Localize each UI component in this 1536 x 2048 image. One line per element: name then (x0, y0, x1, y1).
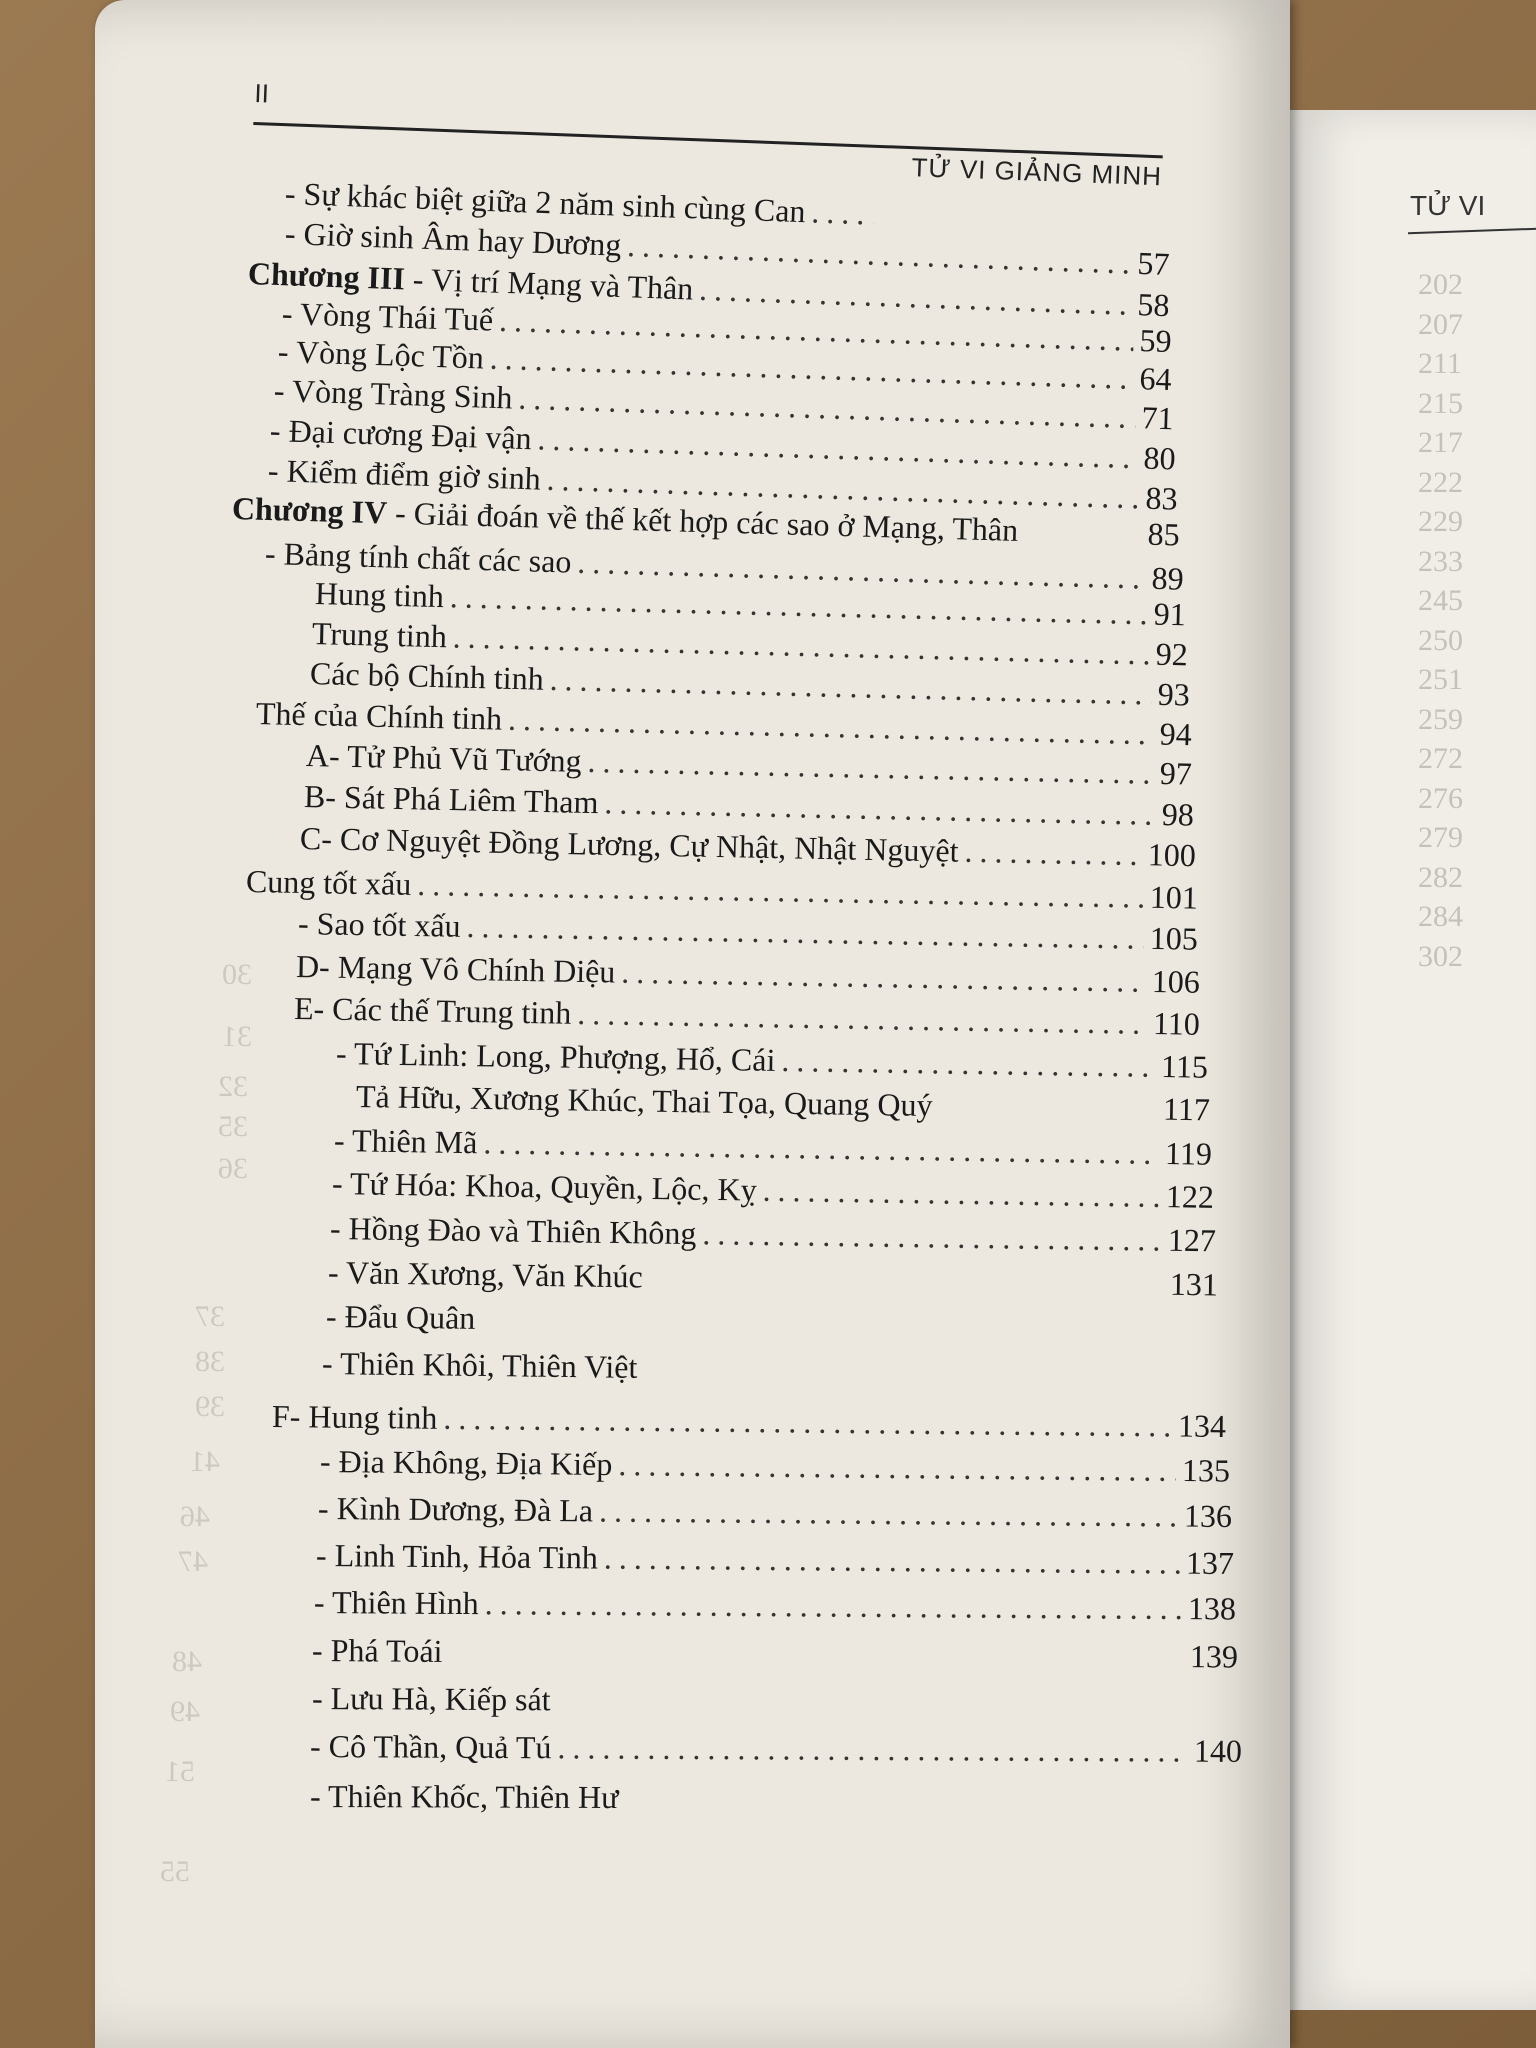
facing-page-number: 250 (1418, 623, 1463, 657)
toc-entry-text: - Tứ Hóa: Khoa, Quyền, Lộc, Kỵ (331, 1165, 757, 1208)
toc-entry-label (281, 295, 493, 339)
toc-entry (318, 1490, 1232, 1535)
leader-dots (625, 1808, 1238, 1810)
toc-entry (334, 1122, 1212, 1173)
toc-entry-text: - Cô Thần, Quả Tú (309, 1728, 552, 1766)
toc-entry-label (328, 1254, 643, 1295)
facing-page-number: 222 (1418, 465, 1463, 499)
toc-entry-label (272, 1398, 438, 1437)
toc-entry-text: - Sự khác biệt giữa 2 năm sinh cùng Can (284, 175, 807, 230)
toc-entry-text: - Giải đoán về thế kết hợp các sao ở Mạng, Thân (386, 494, 1019, 548)
toc-entry-page: 136 (1183, 1497, 1233, 1534)
toc-entry-label (356, 1078, 933, 1124)
toc-entry-label (310, 1778, 619, 1816)
facing-page-number: 229 (1418, 505, 1463, 538)
toc-entry-page: 101 (1149, 878, 1199, 916)
facing-page-number: 282 (1418, 860, 1463, 894)
toc-entry-label (310, 1728, 552, 1766)
toc-entry (328, 1254, 1218, 1303)
toc-entry-page: 92 (1155, 635, 1189, 673)
toc-entry (314, 1584, 1236, 1627)
toc-entry-label (312, 1680, 551, 1718)
toc-entry-page: 106 (1151, 962, 1201, 1000)
toc-entry-page: 122 (1165, 1178, 1215, 1215)
leader-dots (557, 1729, 1188, 1769)
facing-page-number: 211 (1418, 347, 1462, 380)
toc-entry-text: Cung tốt xấu (245, 863, 412, 902)
facing-page-number: 251 (1418, 663, 1463, 696)
toc-entry-text: - Thiên Khốc, Thiên Hư (309, 1778, 619, 1816)
toc-entry (312, 1632, 1238, 1675)
facing-page-number: 272 (1418, 742, 1463, 775)
toc-entry-label (310, 655, 545, 698)
bleed-through-number: 37 (195, 1300, 225, 1333)
facing-page-number: 233 (1418, 544, 1463, 578)
running-title: TỬ VI GIẢNG MINH (911, 152, 1163, 192)
toc-entry-page: 58 (1136, 286, 1171, 324)
toc-entry-label (326, 1298, 476, 1337)
toc-entry-text: - Giờ sinh Âm hay Dương (284, 215, 622, 263)
leader-dots (448, 1662, 1183, 1667)
toc-entry-text: - Thiên Khôi, Thiên Việt (321, 1345, 638, 1385)
leader-dots (577, 995, 1147, 1042)
leader-dots (604, 784, 1156, 833)
toc-entry-label (315, 575, 445, 615)
facing-page-number: 245 (1418, 584, 1463, 617)
toc-entry-text: - Thiên Hình (313, 1584, 479, 1622)
leader-dots (466, 908, 1144, 957)
toc-entry-text: - Vị trí Mạng và Thân (404, 260, 694, 307)
toc-entry-text: D- Mạng Vô Chính Diệu (295, 948, 616, 990)
toc-entry-text: F- Hung tinh (271, 1398, 438, 1436)
toc-entry-page: 117 (1162, 1090, 1211, 1128)
toc-entry-text: - Linh Tinh, Hỏa Tinh (315, 1537, 599, 1576)
facing-page-number: 215 (1418, 386, 1463, 420)
toc-entry-page: 119 (1164, 1135, 1213, 1172)
toc-entry-text: - Đại cương Đại vận (269, 412, 533, 457)
toc-entry-label (284, 215, 622, 264)
facing-page-number: 276 (1418, 781, 1463, 815)
bleed-through-number: 55 (160, 1855, 190, 1888)
toc-entry (336, 1035, 1208, 1086)
toc-entry-label (300, 820, 959, 870)
leader-dots (443, 1400, 1172, 1445)
toc-entry-label (294, 990, 572, 1032)
toc-entry-label (246, 863, 412, 903)
toc-entry-label (269, 412, 532, 457)
toc-entry-page: 127 (1167, 1221, 1217, 1259)
toc-entry-label (320, 1443, 613, 1483)
toc-entry-text: C- Cơ Nguyệt Đồng Lương, Cự Nhật, Nhật Nguyệt (299, 820, 959, 869)
bleed-through-number: 35 (218, 1110, 248, 1143)
leader-dots (481, 1329, 1214, 1338)
toc-entry-text: B- Sát Phá Liêm Tham (303, 778, 599, 821)
leader-dots (811, 193, 874, 232)
leader-dots (485, 1585, 1183, 1627)
toc-entry-page: 138 (1187, 1590, 1237, 1627)
leader-dots (483, 1124, 1159, 1172)
toc-entry-label (322, 1345, 638, 1386)
toc-entry-label (334, 1122, 478, 1161)
toc-entry-page: 71 (1141, 399, 1175, 437)
leader-dots (938, 1116, 1157, 1119)
toc-entry-page: 131 (1169, 1265, 1219, 1303)
facing-page-number: 302 (1418, 939, 1463, 973)
bleed-through-number: 30 (222, 958, 252, 991)
bleed-through-number: 48 (172, 1645, 202, 1678)
toc-entry-page: 115 (1160, 1047, 1209, 1085)
toc-entry-text: - Thiên Mã (333, 1122, 478, 1161)
bleed-through-number: 32 (218, 1070, 248, 1103)
toc-entry-label (267, 452, 541, 498)
toc-entry-page: 91 (1153, 595, 1187, 633)
chapter-heading: Chương III (247, 255, 406, 297)
toc-entry (272, 1398, 1226, 1445)
toc-entry-label (336, 1035, 776, 1079)
bleed-through-number: 36 (218, 1152, 248, 1185)
facing-page-number: 202 (1418, 268, 1463, 301)
toc-entry-page: 93 (1157, 675, 1191, 713)
toc-entry-text: - Tứ Linh: Long, Phượng, Hổ, Cái (335, 1035, 776, 1078)
toc-entry-label (298, 905, 461, 945)
toc-entry-page: 57 (1136, 244, 1171, 282)
bleed-through-number: 49 (170, 1695, 200, 1728)
toc-entry-text: - Lưu Hà, Kiếp sát (311, 1680, 551, 1718)
toc-entry-page: 105 (1149, 919, 1199, 957)
bleed-through-number: 38 (195, 1345, 225, 1378)
toc-entry-text: - Vòng Tràng Sinh (273, 372, 514, 416)
toc-entry-text: E- Các thế Trung tinh (293, 990, 572, 1031)
toc-entry (310, 1778, 1244, 1818)
toc-entry-text: - Phá Toái (311, 1632, 443, 1669)
toc-entry-text: - Hồng Đào và Thiên Không (329, 1210, 697, 1252)
leader-dots (643, 1378, 1214, 1385)
toc-entry (312, 1680, 1240, 1722)
toc-entry-text: - Vòng Thái Tuế (281, 295, 494, 338)
toc-entry-text: Hung tinh (314, 575, 445, 615)
facing-page-number: 279 (1418, 821, 1463, 854)
toc-entry-page: 85 (1147, 515, 1181, 553)
toc-entry-label (330, 1210, 697, 1252)
bleed-through-number: 31 (222, 1020, 252, 1053)
page-number: II (253, 78, 270, 109)
leader-dots (781, 1042, 1155, 1085)
bleed-through-number: 51 (165, 1755, 195, 1788)
toc-entry (322, 1345, 1220, 1393)
toc-entry-page: 98 (1161, 795, 1195, 833)
toc-entry (326, 1298, 1220, 1346)
toc-entry-page: 137 (1185, 1544, 1235, 1582)
toc-entry (356, 1078, 1210, 1128)
leader-dots (621, 954, 1146, 1000)
toc-entry-page: 100 (1147, 836, 1197, 874)
toc-entry-text: - Địa Không, Địa Kiếp (319, 1443, 613, 1483)
toc-entry-text: Trung tinh (311, 615, 448, 655)
facing-page-number: 217 (1418, 426, 1463, 459)
bleed-through-number: 46 (180, 1500, 210, 1533)
toc-entry-label (304, 778, 599, 821)
leader-dots (702, 1215, 1162, 1258)
leader-dots (1024, 541, 1141, 544)
toc-entry (332, 1165, 1214, 1216)
toc-entry-text: - Kình Dương, Đà La (317, 1490, 594, 1529)
facing-page-header: TỬ VI (1410, 190, 1486, 221)
toc-entry-label (264, 535, 571, 581)
bleed-through-number: 41 (190, 1445, 220, 1478)
facing-page-number: 259 (1418, 702, 1463, 736)
toc-entry-label (314, 1584, 479, 1622)
toc-entry-label (312, 1632, 443, 1670)
toc-entry-page: 97 (1159, 754, 1193, 792)
bleed-through-number: 39 (195, 1390, 225, 1423)
leader-dots (649, 1287, 1164, 1294)
toc-entry-page: 59 (1139, 321, 1173, 359)
toc-entry-page: 83 (1145, 479, 1179, 517)
toc-entry-label (318, 1490, 593, 1529)
leader-dots (762, 1172, 1160, 1215)
toc-entry-page: 94 (1159, 715, 1193, 753)
toc-entry-text: Thế của Chính tinh (255, 695, 503, 737)
toc-entry-text: - Bảng tính chất các sao (264, 535, 572, 580)
leader-dots (964, 833, 1142, 873)
facing-page-number: 284 (1418, 900, 1463, 933)
toc-entry-label (332, 1165, 757, 1209)
toc-entry-label (306, 737, 582, 780)
leader-dots (557, 1710, 1234, 1714)
toc-entry-text: - Văn Xương, Văn Khúc (327, 1254, 644, 1295)
toc-entry (310, 1728, 1242, 1770)
toc-entry-text: Các bộ Chính tinh (309, 655, 545, 697)
toc-entry-text: Tả Hữu, Xương Khúc, Thai Tọa, Quang Quý (355, 1078, 933, 1124)
toc-entry-text: - Đẩu Quân (325, 1298, 476, 1336)
toc-entry-page: 135 (1181, 1452, 1231, 1489)
toc-entry-text: A- Tử Phủ Vũ Tướng (305, 737, 582, 779)
leader-dots (618, 1446, 1176, 1489)
facing-page-number: 207 (1418, 307, 1463, 341)
toc-entry-page: 89 (1151, 559, 1185, 597)
chapter-heading: Chương IV (231, 490, 388, 531)
toc-entry-text: - Kiểm điểm giờ sinh (267, 452, 542, 497)
toc-entry-label (312, 615, 448, 655)
bleed-through-number: 47 (178, 1545, 208, 1578)
toc-entry-label (277, 333, 484, 376)
leader-dots (599, 1492, 1178, 1534)
toc-entry-label (316, 1537, 598, 1576)
toc-entry-label (296, 948, 616, 991)
toc-entry-text: - Vòng Lộc Tồn (277, 333, 485, 376)
toc-entry-page: 64 (1139, 360, 1173, 398)
toc-entry-page: 80 (1143, 439, 1177, 477)
toc-entry-page: 140 (1193, 1732, 1243, 1769)
toc-entry (320, 1443, 1230, 1490)
toc-entry-page: 110 (1152, 1004, 1201, 1042)
toc-entry-page: 134 (1177, 1407, 1227, 1444)
toc-entry-text: - Sao tốt xấu (297, 905, 461, 944)
toc-entry-label (273, 372, 513, 416)
toc-entry (316, 1537, 1234, 1582)
toc-entry (330, 1210, 1216, 1259)
toc-entry-page: 139 (1189, 1638, 1239, 1675)
toc-entry-label (256, 695, 503, 738)
leader-dots (604, 1540, 1180, 1582)
